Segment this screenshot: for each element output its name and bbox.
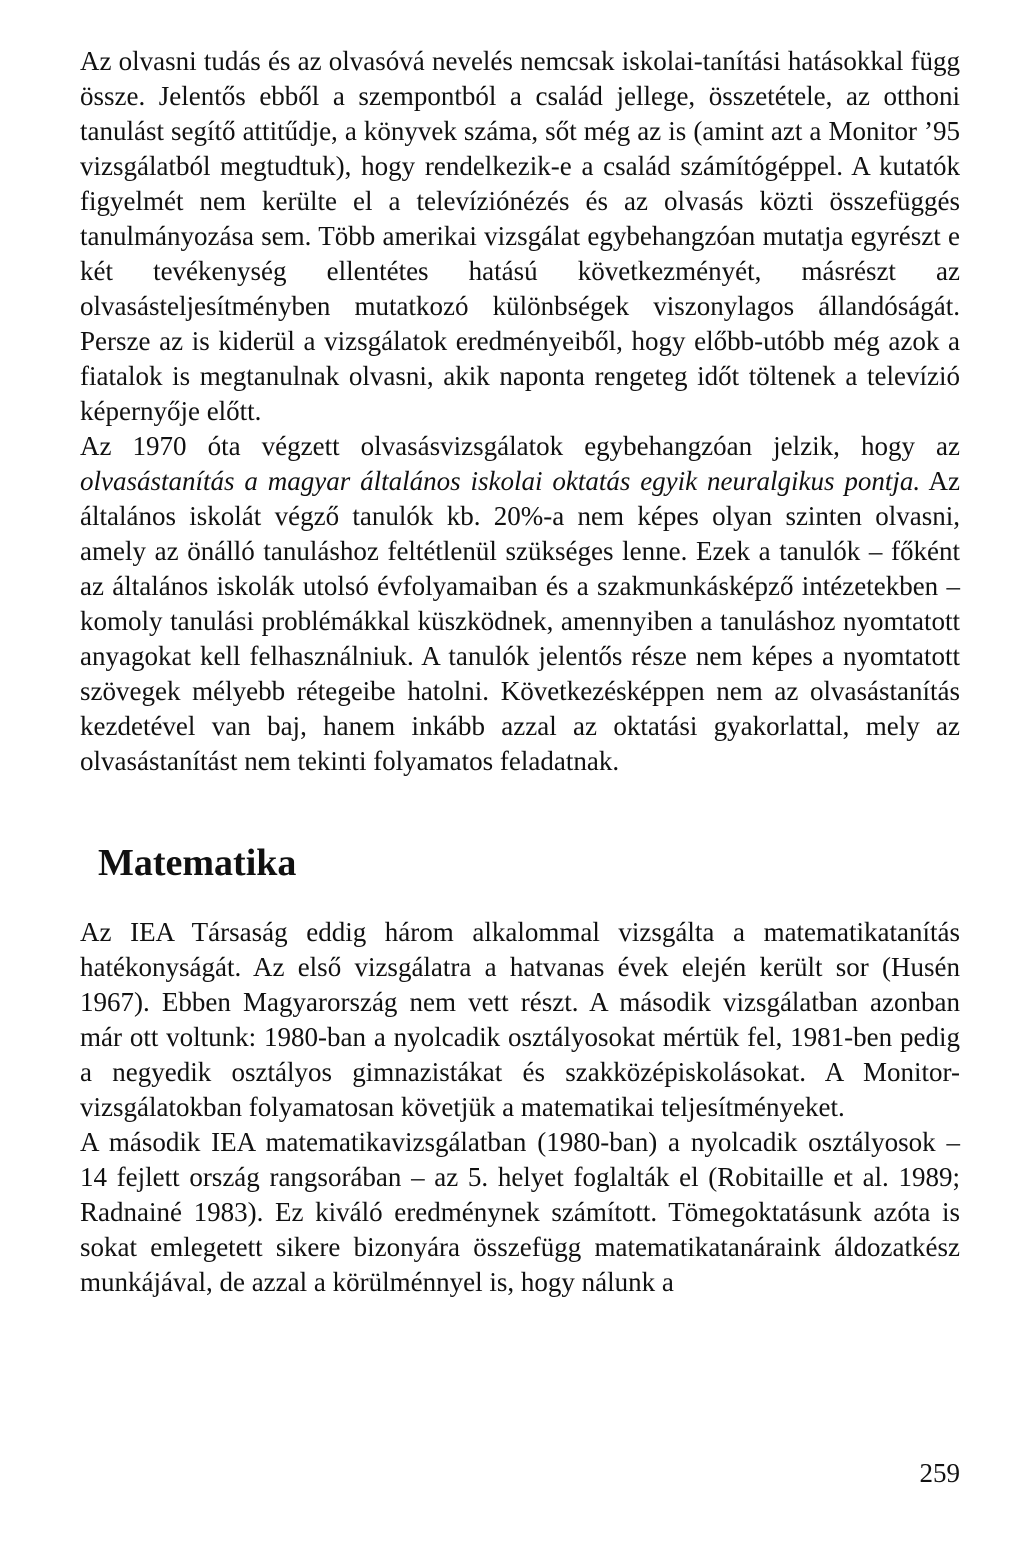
paragraph-reading-family: Az olvasni tudás és az olvasóvá nevelés nemcsak iskolai-tanítási hatásokkal függ össze. Jelentős ebből a szempontból a család jellege, összetétele, az otthoni tanulást segítő attitűdje, a könyvek száma, sőt még az is (amint azt a Monitor ’95 vizsgálatból megtudtuk), hogy rendelkezik-e a család számítógéppel. A kutatók figyelmét nem kerülte el a televíziónézés és az olvasás közti összefüggés tanulmányozása sem. Több amerikai vizsgálat egybehangzóan mutatja egyrészt e két tevékenység ellentétes hatású következményét, másrészt az olvasásteljesítményben mutatkozó különbségek viszonylagos állandóságát. Persze az is kiderül a vizsgálatok eredményeiből, hogy előbb-utóbb még azok a fiatalok is megtanulnak olvasni, akik naponta rengeteg időt töltenek a televízió képernyője előtt.: [80, 46, 960, 426]
section-heading-matematika: Matematika: [98, 842, 297, 884]
paragraph-reading-results-start: Az 1970 óta végzett olvasásvizsgálatok egybehangzóan jelzik, hogy az: [80, 431, 960, 461]
emphasized-statement: olvasástanítás a magyar általános iskolai oktatás egyik neuralgikus pontja.: [80, 466, 921, 496]
page-body: [80, 44, 960, 1300]
page-number: 259: [919, 1458, 960, 1488]
paragraph-reading-results: [80, 429, 960, 779]
paragraph-iea-studies: Az IEA Társaság eddig három alkalommal vizsgálta a matematikatanítás hatékonyságát. Az első vizsgálatra a hatvanas évek elején került sor (Husén 1967). Ebben Magyarország nem vett részt. A második vizsgálatban azonban már ott voltunk: 1980-ban a nyolcadik osztályosokat mértük fel, 1981-ben pedig a negyedik osztályos gimnazistákat és szakközépiskolásokat. A Monitor-vizsgálatokban folyamatosan követjük a matematikai teljesítményeket.: [80, 917, 960, 1122]
paragraph-second-iea-study: A második IEA matematikavizsgálatban (1980-ban) a nyolcadik osztályosok – 14 fejlett ország rangsorában – az 5. helyet foglalták el (Robitaille et al. 1989; Radnainé 1983). Ez kiváló eredménynek számított. Tömegoktatásunk azóta is sokat emlegetett sikere bizonyára összefügg matematikatanáraink áldozatkész munkájával, de azzal a körülménnyel is, hogy nálunk a: [80, 1127, 960, 1297]
paragraph-reading-results-rest: Az általános iskolát végző tanulók kb. 20%-a nem képes olyan szinten olvasni, amely az önálló tanuláshoz feltétlenül szükséges lenne. Ezek a tanulók – főként az általános iskolák utolsó évfolyamaiban és a szakmunkásképző intézetekben – komoly tanulási problémákkal küszködnek, amennyiben a tanuláshoz nyomtatott anyagokat kell felhasználniuk. A tanulók jelentős része nem képes a nyomtatott szövegek mélyebb rétegeibe hatolni. Következésképpen nem az olvasástanítás kezdetével van baj, hanem inkább azzal az oktatási gyakorlattal, mely az olvasástanítást nem tekinti folyamatos feladatnak.: [80, 466, 960, 776]
